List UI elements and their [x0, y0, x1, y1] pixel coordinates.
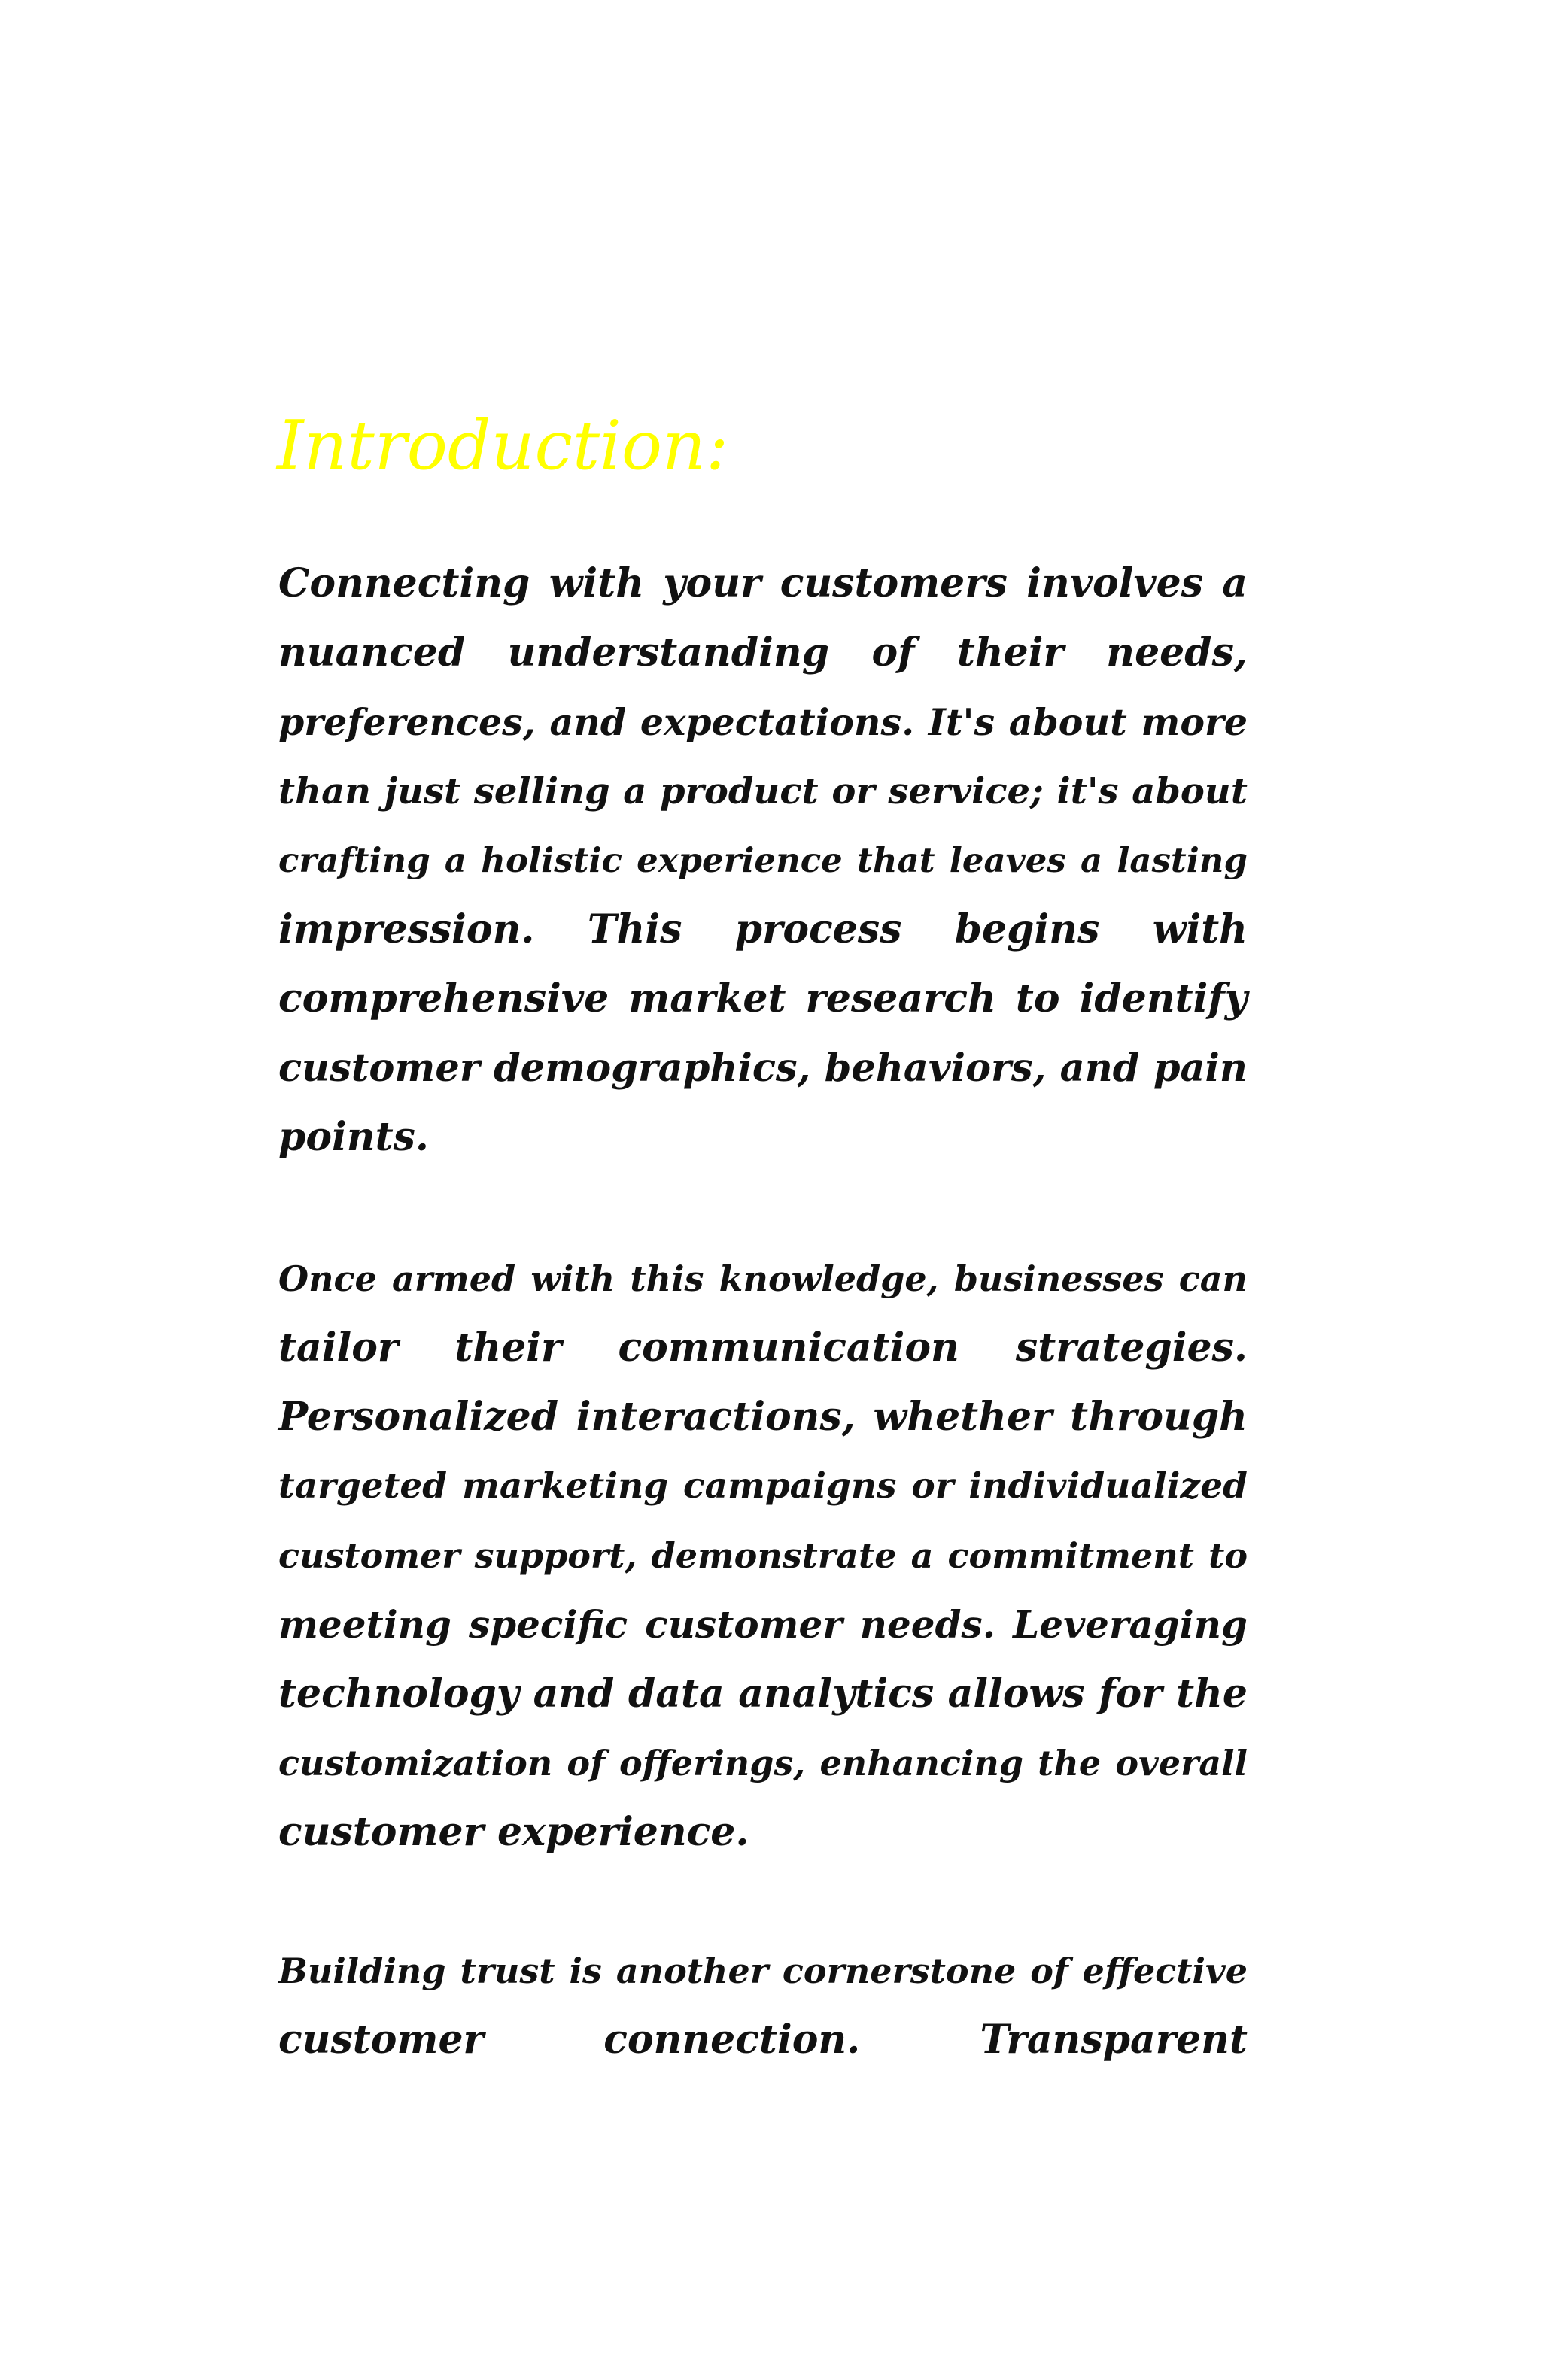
- paragraph-line: tailor their communication strategies.: [278, 1325, 1248, 1371]
- paragraph-line: crafting a holistic experience that leaves a lasting: [278, 840, 1248, 880]
- paragraph-line: customer demographics, behaviors, and pain: [278, 1046, 1248, 1091]
- paragraph-line: Once armed with this knowledge, businesses can: [278, 1258, 1248, 1299]
- section-heading: Introduction:: [277, 406, 729, 485]
- paragraph-line: comprehensive market research to identify: [278, 976, 1248, 1022]
- paragraph-line: targeted marketing campaigns or individualized: [278, 1465, 1248, 1507]
- paragraph-line: than just selling a product or service; it's about: [278, 770, 1248, 812]
- paragraph-line: Connecting with your customers involves a: [278, 560, 1248, 606]
- paragraph-2: [278, 1244, 1248, 1867]
- paragraph-line: points.: [278, 1114, 430, 1160]
- paragraph-line: nuanced understanding of their needs,: [278, 630, 1248, 675]
- paragraph-line: customer connection. Transparent: [278, 2017, 1248, 2063]
- paragraph-line: Personalized interactions, whether through: [278, 1394, 1248, 1440]
- paragraph-line: customer experience.: [278, 1809, 749, 1855]
- paragraph-line: impression. This process begins with: [278, 906, 1248, 952]
- paragraph-line: meeting specific customer needs. Leveraging: [278, 1602, 1248, 1647]
- paragraph-1: [278, 549, 1248, 1172]
- paragraph-3: [278, 1936, 1248, 2075]
- paragraph-line: preferences, and expectations. It's about more: [278, 700, 1248, 744]
- paragraph-line: customization of offerings, enhancing the overall: [278, 1743, 1248, 1783]
- paragraph-line: Building trust is another cornerstone of effective: [278, 1950, 1248, 1991]
- paragraph-line: technology and data analytics allows for the: [278, 1671, 1248, 1717]
- paragraph-line: customer support, demonstrate a commitment to: [278, 1535, 1248, 1576]
